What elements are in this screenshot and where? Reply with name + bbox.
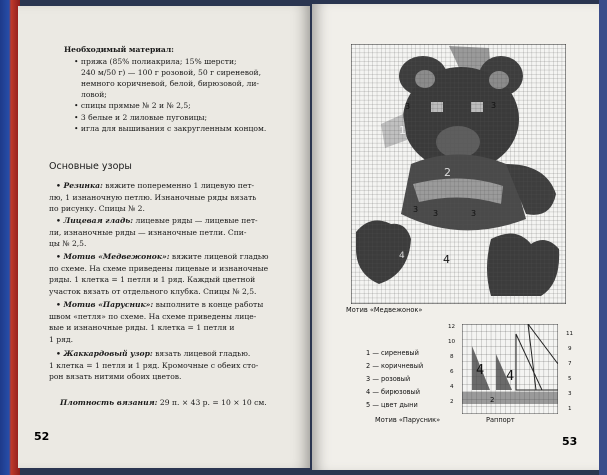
patterns-title: Основные узоры	[49, 161, 132, 172]
sail-chart	[462, 324, 558, 414]
legend-item: 2 — коричневый	[366, 362, 424, 370]
rib-paragraph-line: • Резинка: вяжите попеременно 1 лицевую пет-	[56, 181, 255, 190]
row-number: 7	[568, 361, 572, 367]
row-number: 10	[448, 339, 456, 345]
chart-number: 1	[399, 124, 406, 137]
chart-number: 3	[471, 209, 477, 218]
chart-number: 3	[413, 205, 419, 214]
chart-number: 3	[491, 101, 497, 110]
bear-caption: Мотив «Медвежонок»	[346, 306, 423, 314]
materials-line: ловой;	[81, 90, 107, 99]
row-number: 6	[450, 369, 454, 375]
jacquard-paragraph-line: • Жаккардовый узор: вязать лицевой гладью.	[56, 349, 251, 358]
cover-edge-right	[599, 0, 607, 475]
chart-number: 4	[399, 251, 405, 261]
grid-cells	[351, 44, 566, 304]
materials-line: • игла для вышивания с закругленным концом.	[74, 124, 267, 133]
jacquard-paragraph-line: рон вязать нитями обоих цветов.	[49, 372, 182, 381]
chart-number: 3	[405, 102, 411, 111]
materials-line: немного коричневой, белой, бирюзовой, ли-	[81, 79, 259, 88]
sailboat-label: • Мотив «Парусник»:	[56, 300, 154, 309]
stockinette-label: • Лицевая гладь:	[56, 216, 134, 225]
stockinette-paragraph-line: ли, изнаночные ряды — изнаночные петли. Спи-	[49, 228, 247, 237]
materials-line: • спицы прямые № 2 и № 2,5;	[74, 101, 191, 110]
materials-line: 240 м/50 г) — 100 г розовой, 50 г сиреневой,	[81, 68, 262, 77]
rib-paragraph-line: лю, 1 изнаночную петлю. Изнаночные ряды вязать	[49, 193, 257, 202]
row-number: 3	[568, 391, 572, 397]
sailboat-paragraph-line: • Мотив «Парусник»: выполните в конце работы	[56, 300, 264, 309]
rib-paragraph-line: по рисунку. Спицы № 2.	[49, 204, 145, 213]
bear-paragraph-line: ряды. 1 клетка = 1 петля и 1 ряд. Каждый цветной	[49, 275, 256, 284]
jacquard-paragraph-line: 1 клетка = 1 петля и 1 ряд. Кромочные с обеих сто-	[49, 361, 259, 370]
sail-caption: Мотив «Парусник»	[375, 416, 441, 424]
gauge-line: Плотность вязания: 29 п. × 43 р. = 10 × 10 см.	[60, 398, 267, 407]
row-number: 1	[568, 406, 572, 412]
row-number: 12	[448, 324, 456, 330]
row-number: 9	[568, 346, 572, 352]
bear-label: • Мотив «Медвежонок»:	[56, 252, 170, 261]
materials-line: • 3 белые и 2 лиловые пуговицы;	[74, 113, 208, 122]
chart-number: 3	[433, 209, 439, 218]
sail-number: 2	[490, 396, 495, 404]
sailboat-paragraph-line: швом «петля» по схеме. На схеме приведены лице-	[49, 312, 257, 321]
materials-line: • пряжа (85% полиакрила; 15% шерсти;	[74, 57, 237, 66]
rapport-label: Раппорт	[486, 416, 515, 424]
stockinette-paragraph-line: цы № 2,5.	[49, 239, 87, 248]
sail-number: 4	[476, 363, 485, 378]
bear-paragraph-line: участок вязать от отдельного клубка. Спицы № 2,5.	[49, 287, 257, 296]
legend-item: 5 — цвет дыни	[366, 401, 418, 409]
bear-chart	[351, 44, 566, 304]
bear-paragraph-line: по схеме. На схеме приведены лицевые и изнаночные	[49, 264, 269, 273]
sail-number: 4	[506, 369, 515, 384]
sailboat-paragraph-line: вые и изнаночные ряды. 1 клетка = 1 петля и	[49, 323, 235, 332]
stockinette-paragraph-line: • Лицевая гладь: лицевые ряды — лицевые пет-	[56, 216, 258, 225]
bear-paragraph-line: • Мотив «Медвежонок»: вяжите лицевой гладью	[56, 252, 269, 261]
row-number: 11	[566, 331, 574, 337]
page-number-left: 52	[34, 430, 50, 443]
gauge-label: Плотность вязания:	[60, 398, 158, 407]
row-number: 5	[568, 376, 572, 382]
legend-item: 3 — розовый	[366, 375, 411, 383]
row-number: 8	[450, 354, 454, 360]
cover-edge-left	[0, 0, 20, 475]
page-number-right: 53	[562, 435, 578, 448]
legend-item: 4 — бирюзовый	[366, 388, 421, 396]
legend-item: 1 — сиреневый	[366, 349, 419, 357]
row-number: 2	[450, 399, 454, 405]
materials-title: Необходимый материал:	[64, 45, 174, 54]
chart-number: 4	[443, 253, 450, 266]
rib-label: • Резинка:	[56, 181, 103, 190]
row-number: 4	[450, 384, 454, 390]
chart-number: 2	[444, 166, 451, 179]
sailboat-paragraph-line: 1 ряд.	[49, 335, 73, 344]
jacquard-label: • Жаккардовый узор:	[56, 349, 153, 358]
